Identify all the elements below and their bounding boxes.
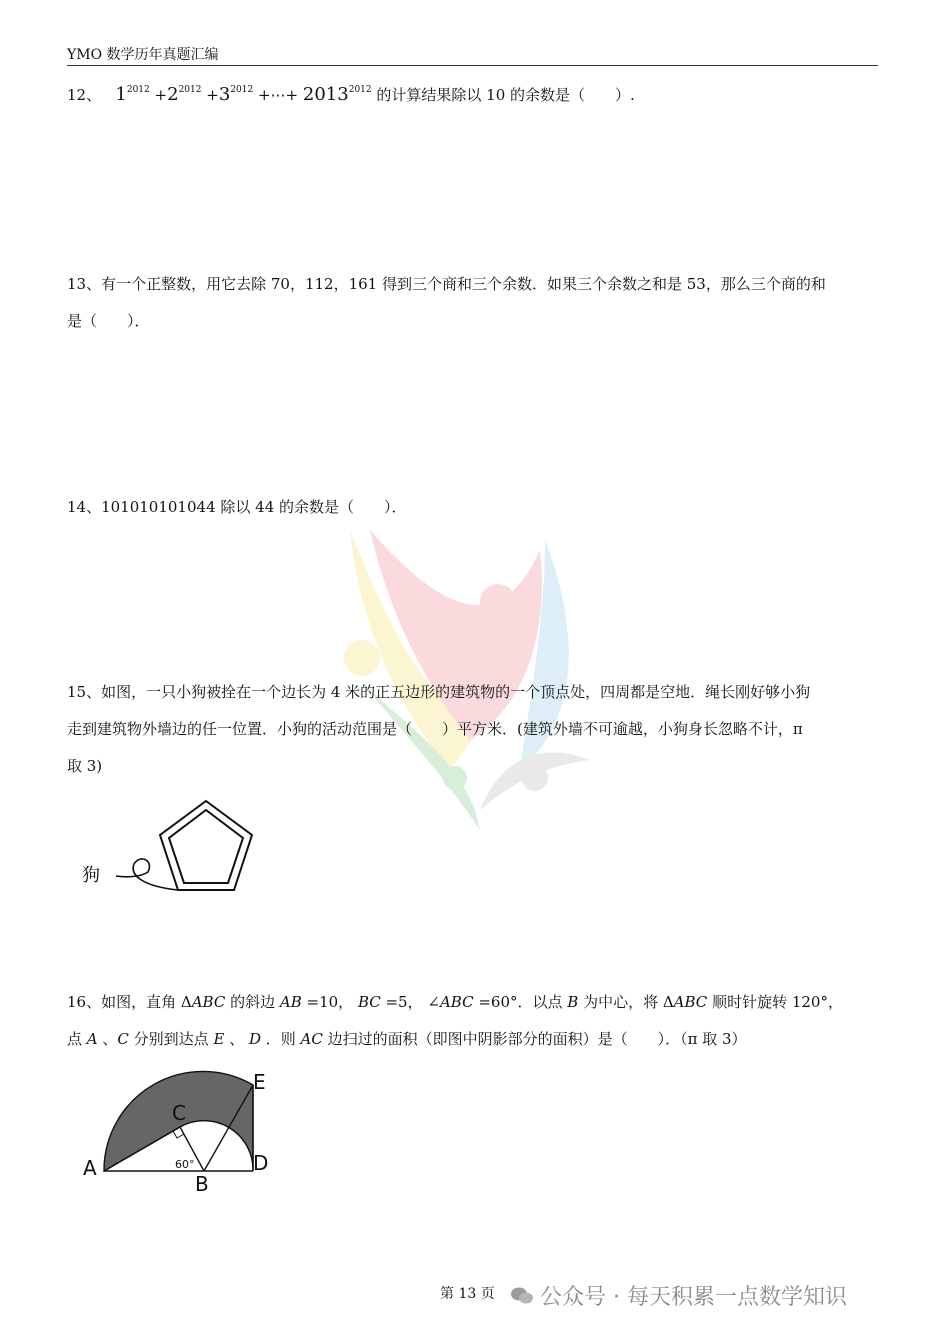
question-text: 取 3)	[67, 757, 103, 775]
expr-exponent: 2012	[348, 85, 372, 95]
expr-operator: +	[206, 86, 219, 104]
header-rule	[67, 65, 878, 66]
question-16	[67, 984, 879, 1058]
rotation-figure	[75, 1065, 285, 1195]
expr-operator: +	[154, 86, 168, 104]
question-number: 12、	[67, 86, 102, 104]
question-15	[67, 674, 879, 785]
dog-label: 狗	[82, 865, 100, 886]
angle-label: 60°	[175, 1158, 195, 1171]
question-text: 的计算结果除以 10 的余数是（ ）.	[376, 86, 635, 104]
question-text: 14、101010101044 除以 44 的余数是（ ）．	[67, 498, 407, 516]
question-14	[67, 489, 879, 526]
question-text: 13、有一个正整数，用它去除 70，112，161 得到三个商和三个余数．如果三个余数之和是 53，那么三个商的和	[67, 275, 826, 293]
expr-base: 1	[115, 84, 127, 105]
question-text: 15、如图，一只小狗被拴在一个边长为 4 米的正五边形的建筑物的一个顶点处，四周都是空地．绳长刚好够小狗	[67, 683, 811, 701]
page-number: 第 13 页	[440, 1286, 495, 1302]
question-12	[67, 76, 879, 117]
expr-exponent: 2012	[178, 85, 202, 95]
watermark-text: 公众号 · 每天积累一点数学知识	[540, 1285, 847, 1310]
expr-base: 2	[167, 84, 179, 105]
pentagon-figure	[70, 790, 270, 900]
expr-base: 2013	[302, 84, 349, 105]
question-text: 点 A 、C 分别到达点 E 、 D ．则 AC 边扫过的面积（即图中阴影部分的面积）是（ ）．（π 取 3）	[67, 1030, 747, 1048]
point-B-label: B	[195, 1172, 209, 1195]
expr-exponent: 2012	[230, 85, 254, 95]
question-text: 是（ ）．	[67, 312, 150, 330]
expr-base: 3	[218, 84, 231, 105]
document-header: YMO 数学历年真题汇编	[67, 47, 219, 63]
question-13	[67, 266, 879, 340]
point-C-label: C	[172, 1101, 186, 1125]
point-E-label: E	[253, 1070, 266, 1094]
question-text: 16、如图，直角 ΔABC 的斜边 AB =10， BC =5， ∠ABC =60°．以点 B 为中心，将 ΔABC 顺时针旋转 120°，	[67, 993, 843, 1011]
point-D-label: D	[253, 1151, 269, 1175]
expr-operator: +⋯+	[257, 86, 299, 104]
question-text: 走到建筑物外墙边的任一位置．小狗的活动范围是（ ）平方米．(建筑外墙不可逾越，小狗身长忽略不计，π	[67, 720, 803, 738]
wechat-icon	[510, 1286, 534, 1306]
expr-exponent: 2012	[126, 85, 150, 95]
point-A-label: A	[83, 1156, 97, 1180]
account-watermark	[510, 1280, 847, 1311]
